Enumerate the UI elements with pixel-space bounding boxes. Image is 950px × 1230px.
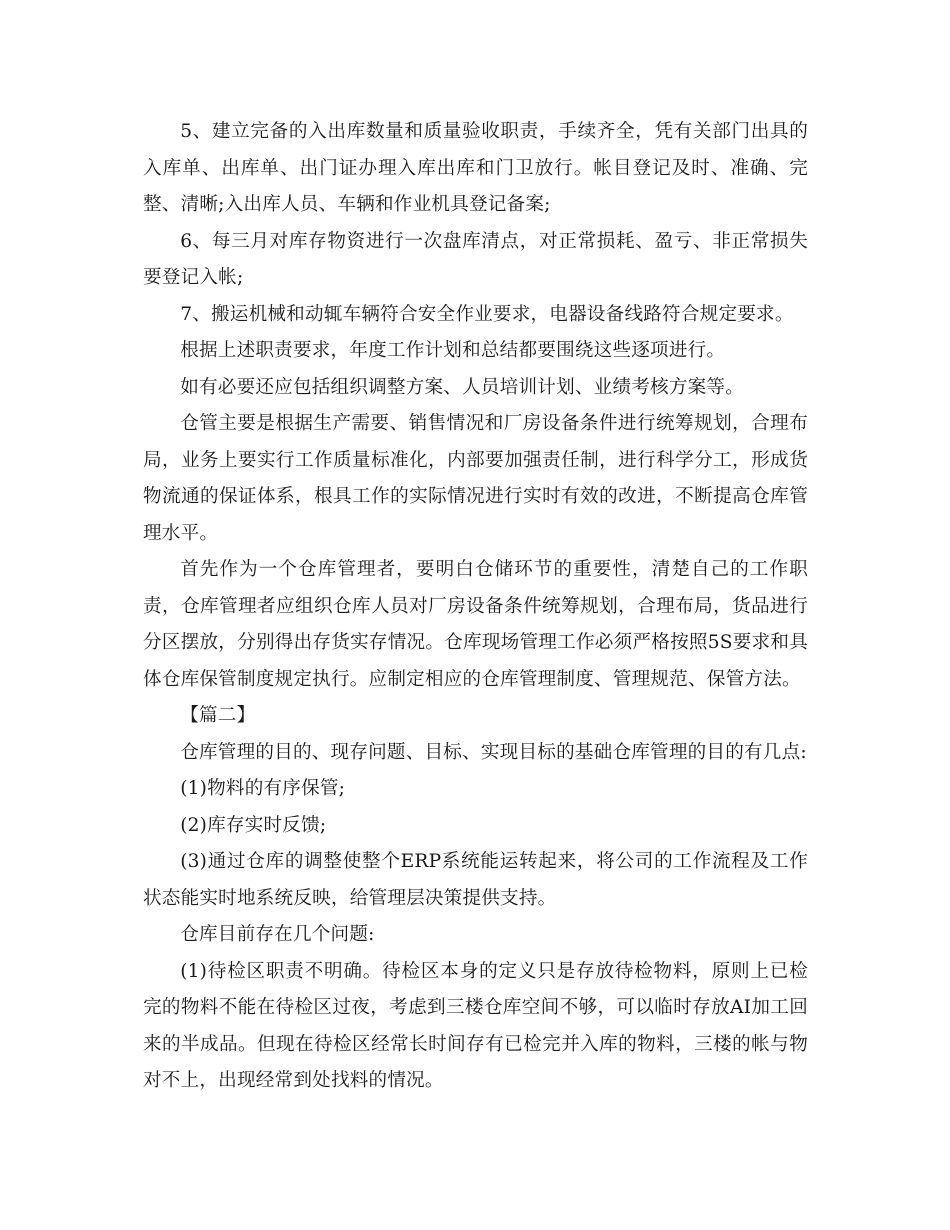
paragraph-warehouse-main: 仓管主要是根据生产需要、销售情况和厂房设备条件进行统筹规划，合理布局，业务上要实行工作质量标准化，内部要加强责任制，进行科学分工，形成货物流通的保证体系，根具工作的实际情况进行实时有效的改进，不断提高仓库管理水平。 (143, 413, 808, 544)
paragraph-manager: 首先作为一个仓库管理者，要明白仓储环节的重要性，清楚自己的工作职责，仓库管理者应组织仓库人员对厂房设备条件统筹规划，合理布局，货品进行分区摆放，分别得出存货实存情况。仓库现场管理工作必须严格按照5S要求和具体仓库保管制度规定执行。应制定相应的仓库管理制度、管理规范、保管方法。 (143, 559, 808, 690)
paragraph-plan-summary: 根据上述职责要求，年度工作计划和总结都要围绕这些逐项进行。 (180, 340, 726, 361)
paragraph-problems: 仓库目前存在几个问题: (180, 924, 375, 945)
document-body (143, 114, 808, 1100)
problem-item-1: (1)待检区职责不明确。待检区本身的定义只是存放待检物料，原则上已检完的物料不能在待检区过夜，考虑到三楼仓库空间不够，可以临时存放AI加工回来的半成品。但现在待检区经常长时间存有已检完并入库的物料，三楼的帐与物对不上，出现经常到处找料的情况。 (143, 960, 808, 1091)
paragraph-item-5: 5、建立完备的入出库数量和质量验收职责，手续齐全，凭有关部门出具的入库单、出库单、出门证办理入库出库和门卫放行。帐目登记及时、准确、完整、清晰;入出库人员、车辆和作业机具登记备案; (143, 121, 808, 215)
paragraph-item-6: 6、每三月对库存物资进行一次盘库清点，对正常损耗、盈亏、非正常损失要登记入帐; (143, 230, 808, 288)
section-heading: 【篇二】 (180, 705, 256, 726)
list-item-3: (3)通过仓库的调整使整个ERP系统能运转起来，将公司的工作流程及工作状态能实时地系统反映，给管理层决策提供支持。 (143, 851, 808, 909)
paragraph-additional: 如有必要还应包括组织调整方案、人员培训计划、业绩考核方案等。 (180, 376, 745, 398)
list-item-1: (1)物料的有序保管; (180, 778, 346, 799)
list-item-2: (2)库存实时反馈; (180, 814, 327, 836)
paragraph-purpose: 仓库管理的目的、现存问题、目标、实现目标的基础仓库管理的目的有几点: (180, 741, 807, 763)
paragraph-item-7: 7、搬运机械和动辄车辆符合安全作业要求，电器设备线路符合规定要求。 (180, 303, 794, 325)
